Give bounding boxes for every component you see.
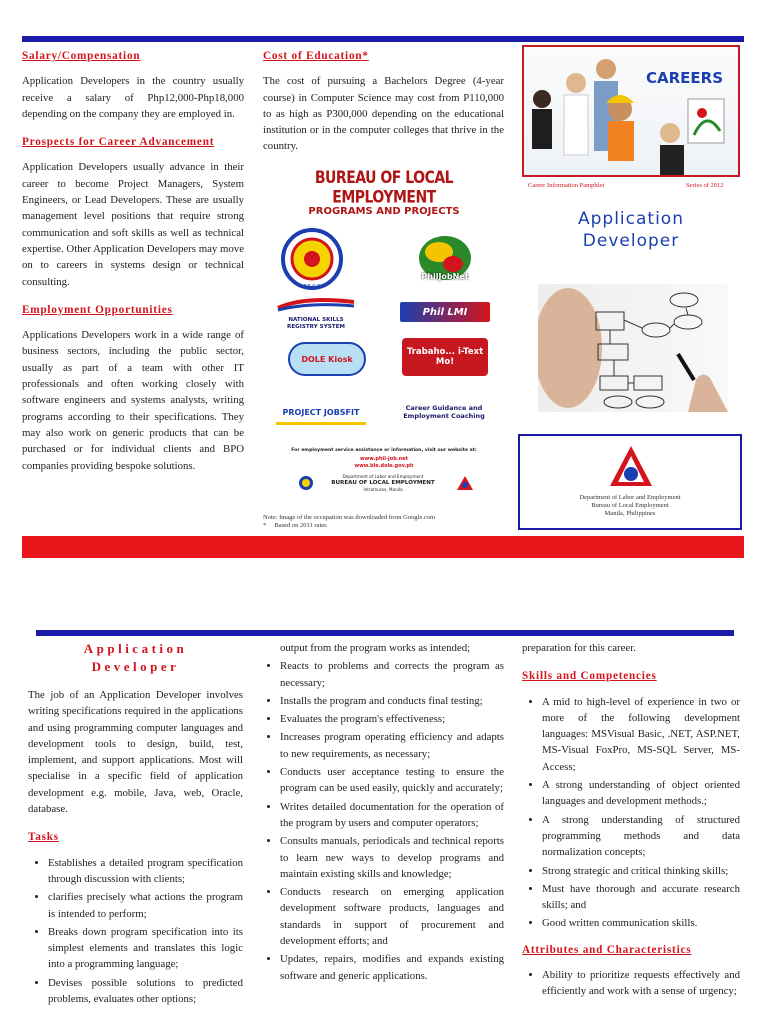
list-item: • Good written communication skills. [542,915,740,931]
nsrs-label: NATIONAL SKILLS REGISTRY SYSTEM [287,317,345,330]
list-item: • Ability to prioritize requests effectively and efficiently and work with a sense of urgency; [542,967,740,1000]
list-item: • Installs the program and conducts final testing; [280,693,504,709]
list-item: • Updates, repairs, modifies and expands existing software and generic applications. [280,951,504,984]
jobsfit-logo: PROJECT JOBSFIT [276,402,366,425]
nsrs-logo [274,296,358,330]
cost-text: The cost of pursuing a Bachelors Degree (4-year course) in Computer Science may cost from P110,000 to as high as P300,000 depending on the educational institution or in the computer colleges that thrive in the country. [263,75,504,153]
tasks-heading: Tasks [28,831,59,844]
list-item: • Devises possible solutions to predicted problems, evaluates other options; [48,975,243,1008]
prospects-heading: Prospects for Career Advancement [22,136,215,149]
top-left-column [22,48,244,486]
developer-flowchart-image [538,284,728,412]
series-label: Series of 2012 [686,182,724,189]
salary-heading: Salary/Compensation [22,50,141,62]
attributes-list [522,967,740,1000]
skills-list [522,694,740,932]
dole-logo-icon [608,444,654,490]
peso-label: P.E.S.O. [303,284,323,290]
careers-image [522,45,740,177]
visit-text: For employment service assistance or information, visit our website at: [291,448,477,453]
skills-heading: Skills and Competencies [522,670,657,683]
bottom-mid-column [260,640,504,986]
top-blue-bar [22,36,744,42]
pamphlet-label: Career Information Pamphlet [528,182,605,189]
list-item: • Increases program operating efficiency and adapts to new requirements, as necessary; [280,729,504,762]
dole-kiosk-logo: DOLE Kiosk [288,342,366,376]
employment-text: Applications Developers work in a wide range of business sectors, including the public sector, usually as part of a team with other IT professionals and often working closely with software engineers and systems analysts, writing programs according to their specifications. They may also work on generic products that can be purchased or for individual clients and BPO companies providing bespoke solutions. [22,329,244,472]
cover-title-line2: Developer [582,231,680,251]
flowchart-sketch-illustration [538,284,728,412]
dole-box [518,434,742,530]
list-item: • clarifies precisely what actions the program is intended to perform; [48,889,243,922]
phil-lmi-logo: Phil LMI [400,302,490,322]
tasks-list-1 [28,855,243,1008]
note-1: Note: Image of the occupation was downloaded from Google.com [263,514,436,521]
cover-title-line1: Application [578,209,684,229]
list-item: • Reacts to problems and corrects the program as necessary; [280,658,504,691]
dept-line-2: Bureau of Local Employment [591,502,669,509]
list-item: • Breaks down program specification into its simplest elements and translates this logic into a programming language; [48,924,243,973]
list-item: • Evaluates the program's effectiveness; [280,711,504,727]
peso-logo [278,228,346,290]
careers-people-illustration [524,47,738,175]
list-item: • Strong strategic and critical thinking skills; [542,863,740,879]
employment-heading: Employment Opportunities [22,303,173,316]
list-item: • Writes detailed documentation for the operation of the program by users and computer operators; [280,799,504,832]
list-item: • A mid to high-level of experience in two or more of the following development languages: MSVisual Basic, .NET, ASP.NET, MS-Visual FoxPro, MS-SQL Server, MS-Access; [542,694,740,775]
list-item: • Establishes a detailed program specification through discussion with clients; [48,855,243,888]
peso-seal-icon [281,228,343,290]
tasks-continuation: output from the program works as intended; [280,642,471,654]
nsrs-swoosh-icon [274,296,358,312]
bottom-title-line1: Application [83,641,188,656]
careers-label: CAREERS [646,69,724,87]
cost-heading: Cost of Education* [263,50,369,62]
list-item: • Conducts research on emerging application development software products, languages and standards in support of procurement and development efforts; and [280,884,504,949]
dole-seal-small-icon [298,475,314,491]
dept-line-1: Department of Labor and Employment [579,494,681,501]
dept-small: Department of Labor and Employment [342,474,424,479]
top-mid-column [263,48,504,167]
trabaho-logo: Trabaho... i-Text Mo! [402,338,488,376]
list-item: • Conducts user acceptance testing to ensure the program can be used easily, quickly and accurately; [280,764,504,797]
url-1: www.phil-job.net [359,456,409,462]
prospects-text: Application Developers usually advance in their career to become Project Managers, System Engineers, or Lead Developers. These are usually management level positions that require strong communication and soft skills as well as technical expertise. Other Application Developers may move on to careers in systems design or technical consulting. [22,161,244,288]
tasks-list-2 [260,658,504,984]
bottom-title-line2: Developer [91,659,180,674]
dept-line-3: Manila, Philippines [604,510,656,517]
bottom-blue-bar [36,630,734,636]
dole-triangle-small-icon [456,475,474,491]
list-item: • A strong understanding of object oriented languages and development methods.; [542,777,740,810]
attributes-heading: Attributes and Characteristics [522,943,692,956]
ble-programs-graphic [262,166,506,502]
ble-subtitle: PROGRAMS AND PROJECTS [308,206,460,217]
bottom-right-column [522,640,740,1002]
note-2: * Based on 2011 rates [263,522,327,529]
prep-text: preparation for this career. [522,642,636,654]
ble-small: BUREAU OF LOCAL EMPLOYMENT [331,480,435,486]
list-item: • Consults manuals, periodicals and technical reports to learn new ways to develop programs and maintain existing skills and knowledge; [280,833,504,882]
career-guidance-label: Career Guidance and Employment Coaching [403,404,485,420]
philjobnet-label: PhilJobNet [421,272,469,281]
list-item: • A strong understanding of structured programming methods and data normalization concepts; [542,812,740,861]
cover-title [522,208,740,252]
top-red-bar [22,536,744,558]
bottom-left-column [28,640,243,1009]
intro-text: The job of an Application Developer involves writing specifications required in the applications and using programming computer languages and development tools to design, build, test, implement, and support applications. Most will specialise in a specific field of application development e.g. mobile, Java, web, Oracle, database. [28,689,243,816]
list-item: • Must have thorough and accurate research skills; and [542,881,740,914]
salary-text: Application Developers in the country usually receive a salary of Php12,000-Php18,000 depending on the company they are employed in. [22,75,244,120]
addr-small: Intramuros, Manila [363,487,403,492]
ble-title: BUREAU OF LOCAL EMPLOYMENT [314,168,454,208]
url-2: www.ble.dole.gov.ph [354,463,414,469]
